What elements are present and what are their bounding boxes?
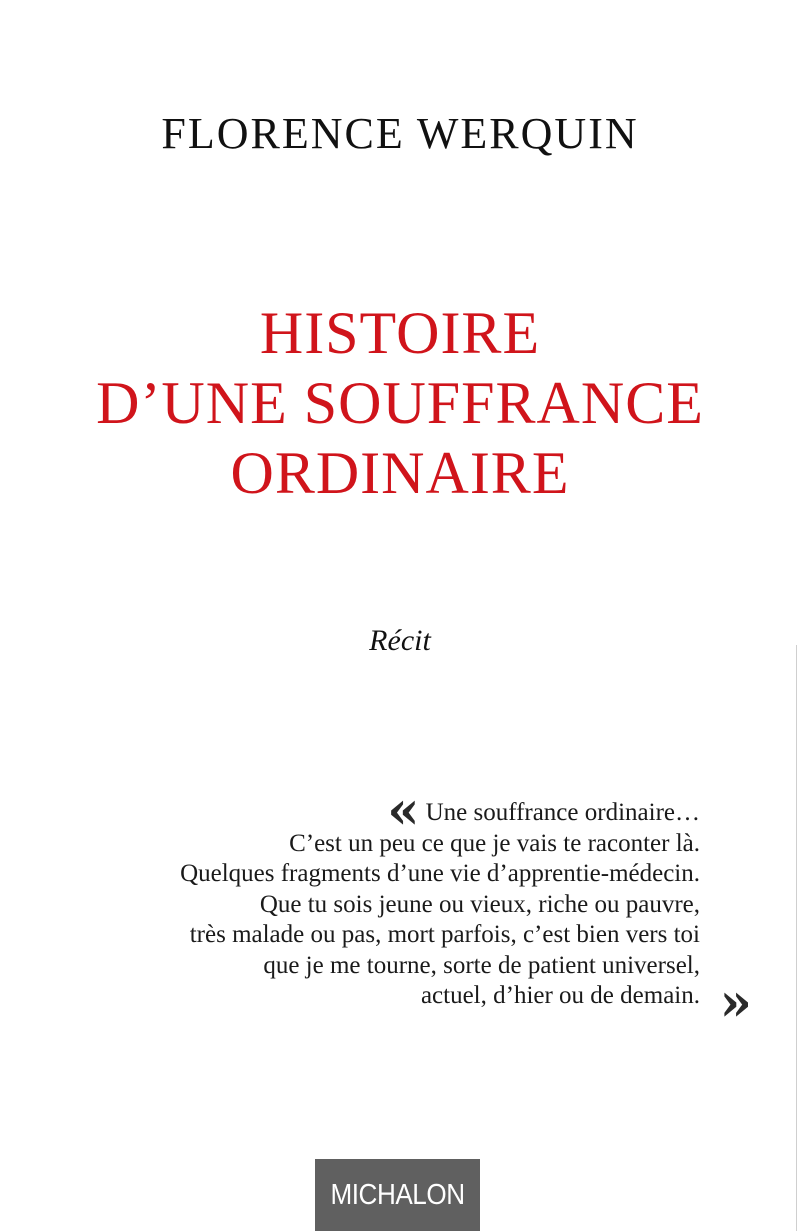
- author-name: FLORENCE WERQUIN: [161, 109, 639, 158]
- quote-line-4: Que tu sois jeune ou vieux, riche ou pauvre,: [259, 890, 700, 918]
- publisher-name: MICHALON: [330, 1178, 465, 1211]
- spine-fold-line: [796, 645, 797, 1231]
- title-line-2: D’UNE SOUFFRANCE: [96, 370, 704, 436]
- publisher-logo: [315, 1159, 480, 1231]
- quote-line-2: C’est un peu ce que je vais te raconter là.: [289, 829, 700, 857]
- quote-line-7: actuel, d’hier ou de demain.: [420, 982, 700, 1009]
- title-line-1: HISTOIRE: [259, 300, 541, 366]
- blurb-quote: [80, 780, 752, 1033]
- open-quote-mark: «: [387, 780, 420, 841]
- book-title: [0, 298, 800, 508]
- close-quote-mark: »: [719, 971, 752, 1033]
- quote-line-3: Quelques fragments d’une vie d’apprentie-médecin.: [180, 860, 700, 887]
- quote-line-5: très malade ou pas, mort parfois, c’est bien vers toi: [189, 921, 700, 948]
- genre-label: Récit: [369, 624, 431, 657]
- quote-line-1: [80, 780, 700, 841]
- quote-line-6: que je me tourne, sorte de patient universel,: [263, 951, 700, 979]
- quote-line-1-text: Une souffrance ordinaire…: [425, 799, 700, 826]
- title-line-3: ORDINAIRE: [230, 440, 570, 506]
